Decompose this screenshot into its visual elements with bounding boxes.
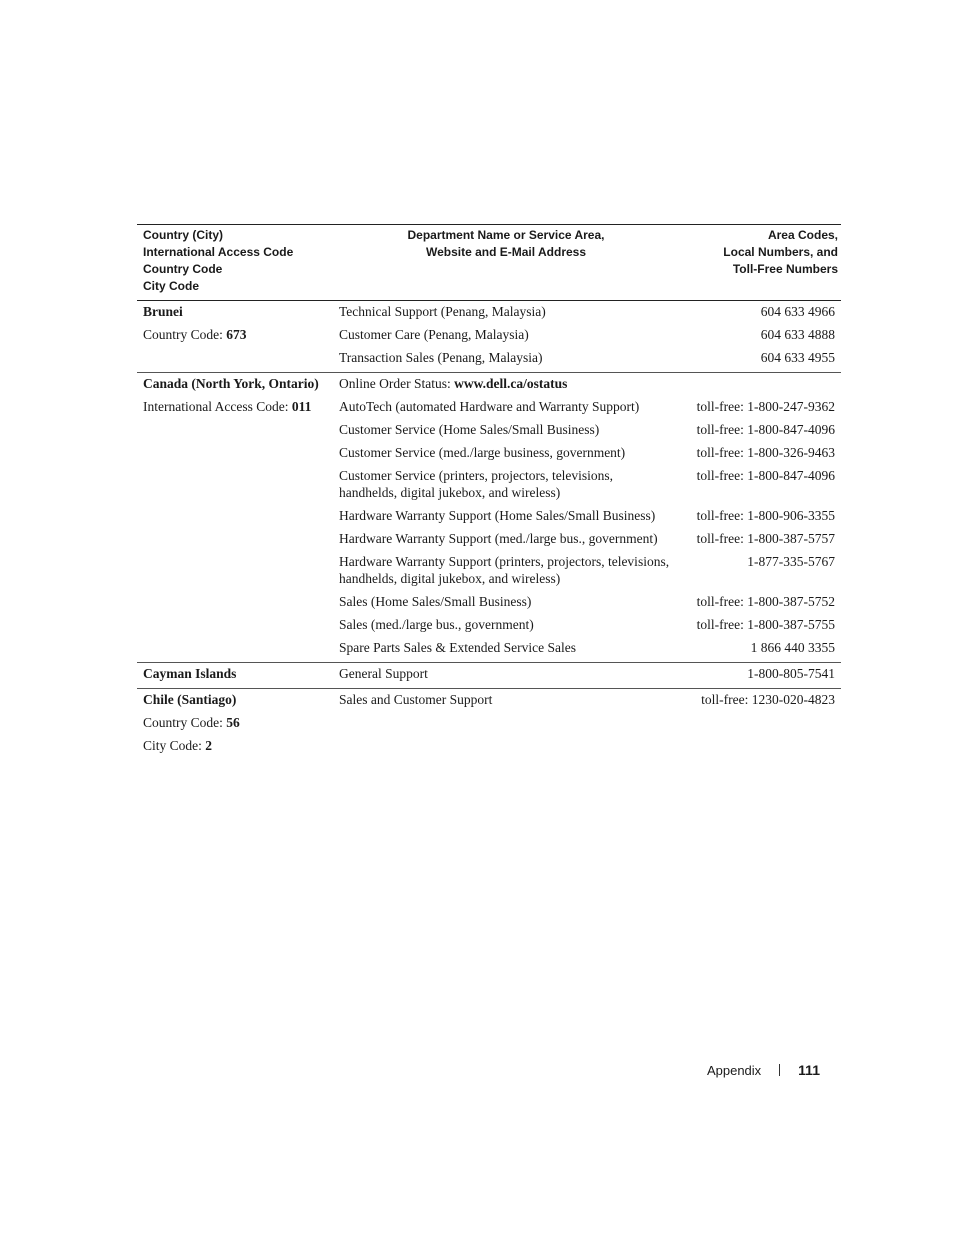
header-line: Area Codes, — [767, 228, 838, 242]
department-cell — [333, 301, 679, 327]
phone-number-cell: toll-free: 1-800-906-3355 — [696, 508, 835, 523]
department-text: Sales (Home Sales/Small Business) — [339, 594, 532, 609]
country-cell — [137, 507, 333, 530]
department-cell — [333, 737, 679, 760]
header-line: Website and E-Mail Address — [425, 245, 587, 259]
department-cell — [333, 530, 679, 553]
code-label: Country Code: — [143, 327, 227, 342]
phone-number-cell: toll-free: 1-800-387-5755 — [696, 617, 835, 632]
department-cell — [333, 349, 679, 373]
department-text: Technical Support (Penang, Malaysia) — [339, 304, 546, 319]
country-cell — [137, 553, 333, 593]
department-text: Sales (med./large bus., government) — [339, 617, 534, 632]
department-text: Hardware Warranty Support (printers, projectors, televisions, handhelds, digital jukebox, and wireless) — [339, 554, 670, 586]
phone-number-cell: 604 633 4888 — [760, 327, 835, 342]
phone-number-cell: toll-free: 1-800-387-5752 — [696, 594, 835, 609]
table-row — [137, 507, 841, 530]
department-cell — [333, 326, 679, 349]
table-header — [137, 225, 841, 301]
department-cell — [333, 689, 679, 715]
page-footer — [707, 1062, 820, 1078]
country-cell — [137, 663, 333, 689]
table-row — [137, 593, 841, 616]
phone-number-cell: 1-800-805-7541 — [747, 666, 835, 681]
table-row — [137, 663, 841, 689]
table-row — [137, 301, 841, 327]
department-cell — [333, 663, 679, 689]
country-cell — [137, 398, 333, 421]
header-line: Toll-Free Numbers — [732, 262, 838, 276]
country-name: Canada (North York, Ontario) — [143, 376, 319, 391]
department-cell — [333, 421, 679, 444]
table-row — [137, 689, 841, 715]
country-cell — [137, 737, 333, 760]
table-row — [137, 737, 841, 760]
country-name: Brunei — [143, 304, 183, 319]
header-line: City Code — [143, 279, 200, 293]
department-cell — [333, 714, 679, 737]
table-row — [137, 530, 841, 553]
table-row — [137, 373, 841, 399]
phone-number-cell: 1-877-335-5767 — [747, 554, 835, 569]
department-text: Online Order Status: — [339, 376, 455, 391]
phone-number-cell — [679, 373, 841, 399]
contact-table — [137, 224, 841, 760]
table-row — [137, 714, 841, 737]
country-name: Chile (Santiago) — [143, 692, 237, 707]
table-row — [137, 326, 841, 349]
country-group — [137, 689, 841, 761]
department-cell — [333, 593, 679, 616]
department-text: Customer Care (Penang, Malaysia) — [339, 327, 529, 342]
code-value: 2 — [205, 738, 213, 753]
header-country — [137, 225, 333, 301]
header-line: Department Name or Service Area, — [407, 228, 605, 242]
table-row — [137, 421, 841, 444]
country-cell — [137, 349, 333, 373]
table-row — [137, 639, 841, 663]
department-cell — [333, 373, 679, 399]
phone-number-cell: toll-free: 1-800-847-4096 — [696, 422, 835, 437]
department-cell — [333, 639, 679, 663]
department-cell — [333, 507, 679, 530]
table-row — [137, 398, 841, 421]
country-name: Cayman Islands — [143, 666, 237, 681]
header-numbers — [679, 225, 841, 301]
table-row — [137, 467, 841, 507]
table-row — [137, 553, 841, 593]
header-line: Local Numbers, and — [723, 245, 838, 259]
department-text: General Support — [339, 666, 428, 681]
code-value: 56 — [226, 715, 240, 730]
footer-separator — [779, 1064, 780, 1076]
country-cell — [137, 467, 333, 507]
department-cell — [333, 616, 679, 639]
country-cell — [137, 639, 333, 663]
country-cell — [137, 444, 333, 467]
department-text: AutoTech (automated Hardware and Warranty Support) — [339, 399, 640, 414]
country-cell — [137, 593, 333, 616]
country-group — [137, 663, 841, 689]
phone-number-cell: 604 633 4955 — [760, 350, 835, 365]
phone-number-cell: toll-free: 1-800-847-4096 — [696, 468, 835, 483]
department-text: Customer Service (printers, projectors, televisions, handhelds, digital jukebox, and wireless) — [339, 468, 614, 500]
page-number: 111 — [798, 1062, 820, 1078]
phone-number-cell — [679, 714, 841, 737]
phone-number-cell: toll-free: 1-800-247-9362 — [696, 399, 835, 414]
header-line: Country Code — [143, 262, 223, 276]
phone-number-cell: 1 866 440 3355 — [750, 640, 835, 655]
phone-number-cell: toll-free: 1230-020-4823 — [701, 692, 835, 707]
code-label: Country Code: — [143, 715, 227, 730]
country-cell — [137, 714, 333, 737]
country-cell — [137, 530, 333, 553]
website-link[interactable]: www.dell.ca/ostatus — [454, 376, 568, 391]
department-text: Transaction Sales (Penang, Malaysia) — [339, 350, 543, 365]
department-cell — [333, 444, 679, 467]
country-cell — [137, 616, 333, 639]
table-row — [137, 349, 841, 373]
department-cell — [333, 398, 679, 421]
country-group — [137, 373, 841, 663]
header-department — [333, 225, 679, 301]
country-cell — [137, 421, 333, 444]
header-line: International Access Code — [143, 245, 294, 259]
country-cell — [137, 689, 333, 715]
department-text: Customer Service (med./large business, government) — [339, 445, 626, 460]
department-text: Spare Parts Sales & Extended Service Sales — [339, 640, 576, 655]
code-value: 011 — [291, 399, 312, 414]
country-cell — [137, 326, 333, 349]
table-row — [137, 616, 841, 639]
phone-number-cell: toll-free: 1-800-387-5757 — [696, 531, 835, 546]
country-cell — [137, 373, 333, 399]
department-text: Customer Service (Home Sales/Small Business) — [339, 422, 600, 437]
header-line: Country (City) — [143, 228, 223, 242]
country-group — [137, 301, 841, 373]
department-text: Hardware Warranty Support (med./large bus., government) — [339, 531, 658, 546]
department-cell — [333, 553, 679, 593]
phone-number-cell: 604 633 4966 — [760, 304, 835, 319]
code-value: 673 — [226, 327, 247, 342]
department-cell — [333, 467, 679, 507]
table-row — [137, 444, 841, 467]
department-text: Sales and Customer Support — [339, 692, 493, 707]
code-label: International Access Code: — [143, 399, 292, 414]
department-text: Hardware Warranty Support (Home Sales/Small Business) — [339, 508, 656, 523]
phone-number-cell: toll-free: 1-800-326-9463 — [696, 445, 835, 460]
code-label: City Code: — [143, 738, 206, 753]
footer-section: Appendix — [706, 1062, 762, 1078]
phone-number-cell — [679, 737, 841, 760]
country-cell — [137, 301, 333, 327]
